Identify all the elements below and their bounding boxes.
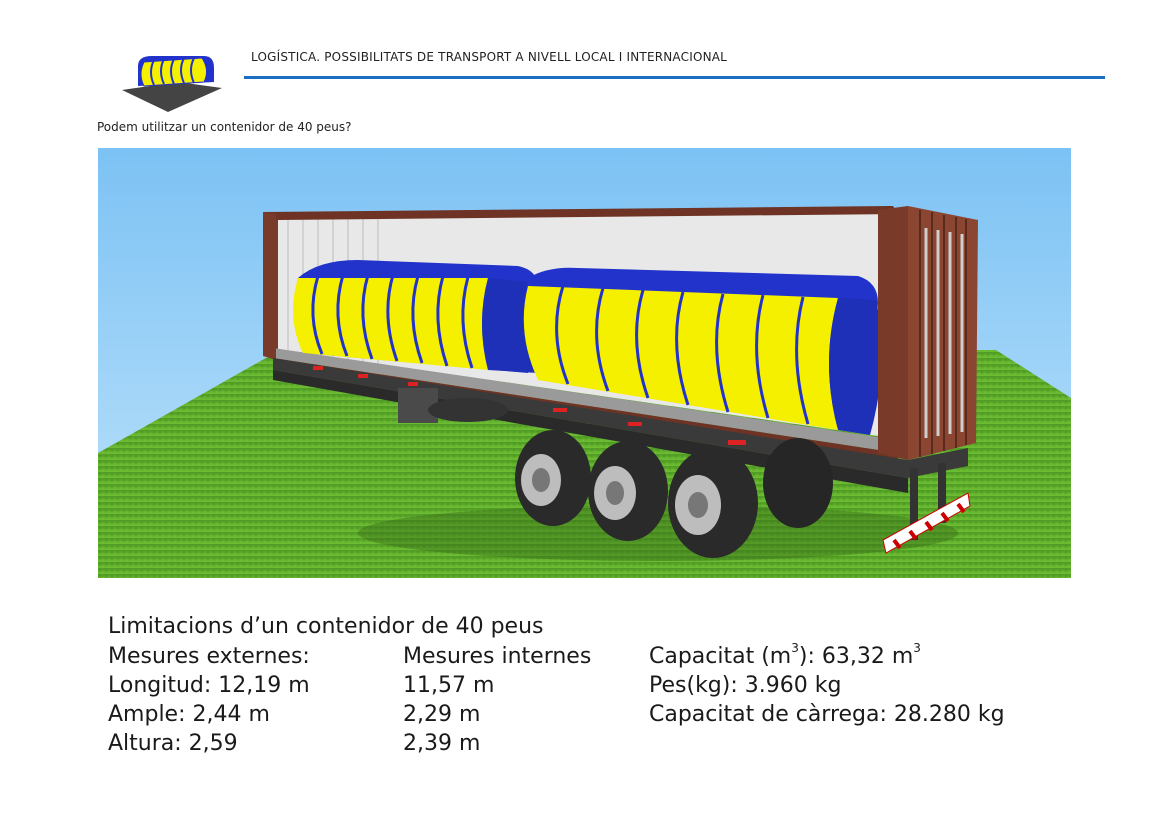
capacity-value: ): 63,32 m — [798, 644, 914, 669]
external-width: Ample: 2,44 m — [108, 702, 270, 727]
document-header-title: LOGÍSTICA. POSSIBILITATS DE TRANSPORT A NIVELL LOCAL I INTERNACIONAL — [251, 50, 728, 64]
internal-height: 2,39 m — [403, 731, 481, 756]
capacity-line — [649, 642, 1005, 671]
semitrailer-container-illustration — [98, 148, 1071, 578]
external-length: Longitud: 12,19 m — [108, 673, 310, 698]
external-measures-column — [108, 642, 310, 758]
capacity-column — [649, 642, 1005, 729]
internal-heading: Mesures internes — [403, 644, 592, 669]
limitations-title: Limitacions d’un contenidor de 40 peus — [108, 614, 544, 639]
capacity-unit-sup: 3 — [913, 640, 921, 655]
header-rule — [244, 76, 1105, 79]
internal-measures-column — [403, 642, 591, 758]
container-logo-icon — [118, 52, 226, 114]
external-heading: Mesures externes: — [108, 644, 310, 669]
capacity-label: Capacitat (m — [649, 644, 792, 669]
external-height: Altura: 2,59 — [108, 731, 238, 756]
capacity-sup: 3 — [791, 640, 799, 655]
question-text: Podem utilitzar un contenidor de 40 peus? — [97, 120, 352, 134]
internal-length: 11,57 m — [403, 673, 495, 698]
load-capacity-line: Capacitat de càrrega: 28.280 kg — [649, 702, 1005, 727]
weight-line: Pes(kg): 3.960 kg — [649, 673, 842, 698]
internal-width: 2,29 m — [403, 702, 481, 727]
